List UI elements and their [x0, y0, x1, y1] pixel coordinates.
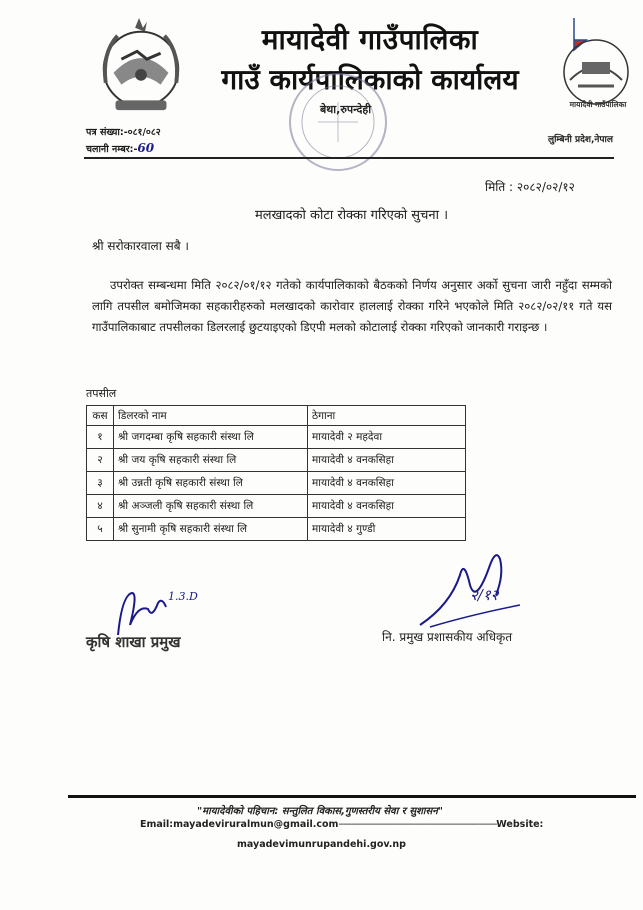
reference-number: पत्र संख्या:-०८१/०८२ [86, 127, 161, 138]
cell-address: मायादेवी ४ वनकसिहा [308, 472, 466, 495]
footer-website: mayadevimunrupandehi.gov.np [237, 839, 406, 850]
table-row [87, 426, 466, 449]
cell-address: मायादेवी ४ वनकसिहा [308, 495, 466, 518]
dispatch-number-value: 60 [137, 141, 155, 155]
letter-date: मिति : २०८२/०२/१२ [485, 180, 575, 194]
header-address: ठेगाना [308, 406, 466, 426]
nepal-emblem-icon [92, 14, 190, 120]
salutation: श्री सरोकारवाला सबै । [92, 239, 189, 253]
cell-serial: २ [87, 449, 114, 472]
municipality-name: मायादेवी गाउँपालिका [261, 23, 479, 56]
cell-address: मायादेवी ४ गुण्डी [308, 518, 466, 541]
cell-dealer-name: श्री अञ्जली कृषि सहकारी संस्था लि [114, 495, 308, 518]
footer-email: Email:mayadeviruralmun@gmail.com [140, 819, 339, 830]
cell-serial: ५ [87, 518, 114, 541]
cell-serial: ४ [87, 495, 114, 518]
footer-motto: "मायादेवीको पहिचान: सन्तुलित विकास,गुणस्तरीय सेवा र सुशासन" [196, 806, 444, 817]
office-address: बेथा,रुपन्देही [320, 103, 372, 116]
letter-subject: मलखादको कोटा रोक्का गरिएको सुचना । [255, 208, 448, 223]
left-signature-note: 1.3.D [168, 590, 198, 603]
footer-contact-line [140, 819, 543, 830]
office-name: गाउँ कार्यपालिकाको कार्यालय [221, 63, 519, 96]
footer-divider [68, 795, 636, 798]
dispatch-number-label: चलानी नम्बर:- [86, 144, 138, 155]
right-signature-note: २/१२ [470, 586, 499, 604]
table-row [87, 495, 466, 518]
letter-body: उपरोक्त सम्बन्धमा मिति २०८२/०१/१२ गतेको कार्यपालिकाको बैठकको निर्णय अनुसार अर्को सुचना जारी नहुँदा सम्मको लागि तपसील बमोजिमका सहकारीहरुको मलखादको कारोवार हाललाई रोक्का गरिने भएकोले मिति २०८२/०२/११ गते यस गाउँपालिकाबाट तपसीलका डिलरलाई छुटयाइएको डिएपी मलको कोटालाई रोक्का गरिएको जानकारी गराइन्छ । [92, 278, 612, 334]
header-dealer-name: डिलरको नाम [114, 406, 308, 426]
footer-website-label: Website: [496, 819, 544, 830]
details-label: तपसील [86, 387, 117, 400]
cell-serial: ३ [87, 472, 114, 495]
province-label: लुम्बिनी प्रदेश,नेपाल [548, 135, 613, 145]
cell-address: मायादेवी ४ वनकसिहा [308, 449, 466, 472]
cell-dealer-name: श्री उन्नती कृषि सहकारी संस्था लि [114, 472, 308, 495]
agriculture-head-label: कृषि शाखा प्रमुख [86, 633, 181, 651]
header-divider [84, 157, 614, 159]
table-row [87, 472, 466, 495]
footer-dash-leader: ----------------------------------------------------------------- [338, 819, 497, 830]
cell-serial: १ [87, 426, 114, 449]
table-header-row [87, 406, 466, 426]
cell-dealer-name: श्री सुनामी कृषि सहकारी संस्था लि [114, 518, 308, 541]
dealer-table [86, 405, 466, 541]
table-row [87, 518, 466, 541]
table-row [87, 449, 466, 472]
cell-address: मायादेवी २ महदेवा [308, 426, 466, 449]
cell-dealer-name: श्री जगदम्बा कृषि सहकारी संस्था लि [114, 426, 308, 449]
cell-dealer-name: श्री जय कृषि सहकारी संस्था लि [114, 449, 308, 472]
chief-officer-label: नि. प्रमुख प्रशासकीय अधिकृत [382, 630, 513, 644]
header-serial: कस [87, 406, 114, 426]
municipality-logo-caption: मायादेवी गाउँपालिका [569, 100, 627, 109]
dispatch-number [86, 141, 154, 155]
official-stamp-icon [282, 64, 394, 182]
